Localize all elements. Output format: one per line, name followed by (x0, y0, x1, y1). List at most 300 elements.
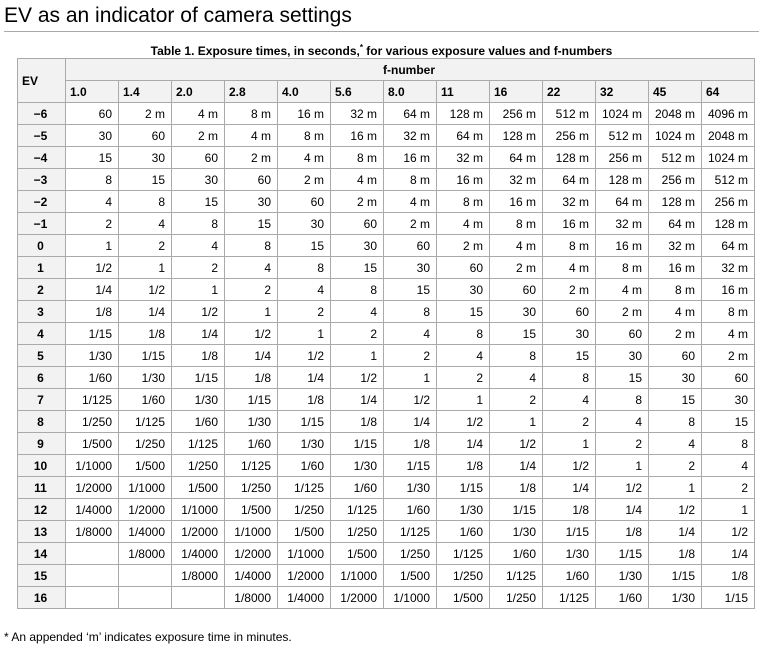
table-cell: 1/125 (384, 521, 437, 543)
table-cell: 60 (172, 147, 225, 169)
table-cell: 15 (66, 147, 119, 169)
table-cell: 256 m (649, 169, 702, 191)
table-cell: 8 (649, 411, 702, 433)
table-cell: 32 m (596, 213, 649, 235)
table-cell: 2 m (596, 301, 649, 323)
table-cell: 1 (172, 279, 225, 301)
table-cell: 4 m (172, 103, 225, 125)
table-cell: 15 (119, 169, 172, 191)
table-cell: 8 (278, 257, 331, 279)
ev-row-header: 6 (18, 367, 66, 389)
table-cell: 1/125 (172, 433, 225, 455)
table-cell: 4 (225, 257, 278, 279)
footnote: * An appended ‘m’ indicates exposure time in minutes. (4, 630, 292, 644)
table-row (18, 213, 755, 235)
table-cell: 30 (437, 279, 490, 301)
fnumber-header: 1.4 (119, 81, 172, 103)
table-cell: 4 (331, 301, 384, 323)
table-cell: 2 m (437, 235, 490, 257)
table-cell: 30 (172, 169, 225, 191)
table-cell: 15 (596, 367, 649, 389)
table-row (18, 499, 755, 521)
exposure-table (17, 58, 755, 609)
table-cell: 1/4000 (278, 587, 331, 609)
table-cell: 15 (437, 301, 490, 323)
table-cell: 1/1000 (384, 587, 437, 609)
table-row (18, 345, 755, 367)
table-cell: 1/500 (331, 543, 384, 565)
table-cell: 2 m (384, 213, 437, 235)
table-cell: 4 (596, 411, 649, 433)
table-cell: 2048 m (702, 125, 755, 147)
table-cell: 64 m (543, 169, 596, 191)
table-cell: 32 m (649, 235, 702, 257)
table-cell: 4 m (278, 147, 331, 169)
table-cell: 1/500 (66, 433, 119, 455)
table-cell (119, 587, 172, 609)
ev-row-header: −1 (18, 213, 66, 235)
table-cell: 32 m (490, 169, 543, 191)
table-cell: 1/60 (384, 499, 437, 521)
fnumber-header: 2.8 (225, 81, 278, 103)
table-cell: 1/500 (225, 499, 278, 521)
fnumber-header: 5.6 (331, 81, 384, 103)
table-cell: 1/2 (543, 455, 596, 477)
table-cell: 4 (543, 389, 596, 411)
table-row (18, 257, 755, 279)
table-cell: 1/2000 (66, 477, 119, 499)
fnumber-header: 16 (490, 81, 543, 103)
table-cell: 1/60 (437, 521, 490, 543)
table-body (18, 103, 755, 609)
table-cell: 1 (384, 367, 437, 389)
table-cell: 256 m (702, 191, 755, 213)
table-cell: 8 m (437, 191, 490, 213)
table-cell: 1 (278, 323, 331, 345)
table-cell: 1/1000 (278, 543, 331, 565)
table-cell: 1/8 (649, 543, 702, 565)
table-cell: 1/125 (66, 389, 119, 411)
table-cell: 1/15 (596, 543, 649, 565)
table-cell: 30 (702, 389, 755, 411)
ev-row-header: 10 (18, 455, 66, 477)
table-cell: 4 (702, 455, 755, 477)
table-cell: 1/4000 (119, 521, 172, 543)
fnumber-header: 1.0 (66, 81, 119, 103)
table-cell: 2 (66, 213, 119, 235)
fnumber-header: 64 (702, 81, 755, 103)
table-cell: 8 (437, 323, 490, 345)
table-cell: 16 m (437, 169, 490, 191)
table-cell: 1/2000 (172, 521, 225, 543)
table-cell: 64 m (437, 125, 490, 147)
table-cell: 1/500 (172, 477, 225, 499)
table-cell: 1/4 (437, 433, 490, 455)
table-cell: 2 (490, 389, 543, 411)
table-cell: 16 m (702, 279, 755, 301)
table-cell: 60 (119, 125, 172, 147)
table-cell: 1/4 (172, 323, 225, 345)
table-cell: 4 (119, 213, 172, 235)
table-cell: 60 (702, 367, 755, 389)
table-cell: 2 m (225, 147, 278, 169)
table-header-row-group (18, 59, 755, 81)
table-cell: 8 m (225, 103, 278, 125)
table-cell: 1/125 (437, 543, 490, 565)
table-cell: 60 (331, 213, 384, 235)
table-row (18, 389, 755, 411)
table-cell: 1/250 (172, 455, 225, 477)
table-cell: 1/2 (437, 411, 490, 433)
table-cell: 8 (543, 367, 596, 389)
table-row (18, 543, 755, 565)
table-cell: 4096 m (702, 103, 755, 125)
table-cell: 128 m (437, 103, 490, 125)
table-cell: 1/8 (596, 521, 649, 543)
table-row (18, 191, 755, 213)
table-cell: 1/15 (66, 323, 119, 345)
table-cell: 2 m (278, 169, 331, 191)
table-row (18, 125, 755, 147)
table-cell: 1024 m (649, 125, 702, 147)
table-cell: 2 (278, 301, 331, 323)
table-row (18, 411, 755, 433)
table-cell: 128 m (596, 169, 649, 191)
table-cell: 15 (172, 191, 225, 213)
table-cell: 4 m (225, 125, 278, 147)
table-cell: 8 (66, 169, 119, 191)
table-cell: 2 (384, 345, 437, 367)
table-cell: 1/125 (225, 455, 278, 477)
table-cell: 1/8 (437, 455, 490, 477)
table-cell: 8 m (702, 301, 755, 323)
table-cell: 1/125 (490, 565, 543, 587)
table-cell: 15 (331, 257, 384, 279)
table-cell: 128 m (702, 213, 755, 235)
fnumber-header: 11 (437, 81, 490, 103)
fnumber-header: 22 (543, 81, 596, 103)
table-cell (66, 543, 119, 565)
ev-row-header: 9 (18, 433, 66, 455)
table-cell: 1/1000 (172, 499, 225, 521)
table-cell: 2 m (119, 103, 172, 125)
table-cell: 1/2 (596, 477, 649, 499)
table-cell: 1/500 (278, 521, 331, 543)
ev-row-header: 0 (18, 235, 66, 257)
table-cell: 4 (649, 433, 702, 455)
table-cell: 4 (278, 279, 331, 301)
table-cell: 1 (596, 455, 649, 477)
caption-suffix: for various exposure values and f-numbers (362, 44, 613, 58)
ev-row-header: −3 (18, 169, 66, 191)
table-cell: 1/2 (490, 433, 543, 455)
table-cell: 512 m (596, 125, 649, 147)
fnumber-header: 45 (649, 81, 702, 103)
table-cell: 4 m (596, 279, 649, 301)
table-cell: 4 (384, 323, 437, 345)
table-cell: 2 (119, 235, 172, 257)
table-cell: 1/4000 (66, 499, 119, 521)
table-cell: 1/2 (649, 499, 702, 521)
table-cell: 1/4 (649, 521, 702, 543)
table-cell: 1/60 (278, 455, 331, 477)
table-cell: 60 (437, 257, 490, 279)
ev-row-header: 1 (18, 257, 66, 279)
table-cell: 1024 m (596, 103, 649, 125)
table-cell: 32 m (702, 257, 755, 279)
table-cell: 64 m (702, 235, 755, 257)
table-cell: 2 (225, 279, 278, 301)
table-cell: 1/2000 (119, 499, 172, 521)
table-cell: 30 (384, 257, 437, 279)
table-cell: 8 (596, 389, 649, 411)
ev-row-header: 2 (18, 279, 66, 301)
table-cell: 1/8 (172, 345, 225, 367)
table-cell: 1/15 (172, 367, 225, 389)
table-cell: 2 m (649, 323, 702, 345)
table-cell: 1/500 (384, 565, 437, 587)
table-cell: 1/1000 (66, 455, 119, 477)
table-cell: 1/30 (331, 455, 384, 477)
table-cell: 1 (543, 433, 596, 455)
table-cell: 1/15 (331, 433, 384, 455)
table-cell (66, 565, 119, 587)
table-row (18, 279, 755, 301)
table-cell: 1/60 (66, 367, 119, 389)
table-cell: 512 m (702, 169, 755, 191)
ev-row-header: 5 (18, 345, 66, 367)
table-cell: 256 m (490, 103, 543, 125)
fnumber-header-row (18, 81, 755, 103)
table-cell: 1/8 (225, 367, 278, 389)
table-cell: 8 (702, 433, 755, 455)
table-cell: 8 (384, 301, 437, 323)
table-cell: 8 (172, 213, 225, 235)
table-cell: 1/4 (596, 499, 649, 521)
table-cell: 60 (596, 323, 649, 345)
ev-row-header: −4 (18, 147, 66, 169)
table-cell: 8 m (331, 147, 384, 169)
fnumber-header: 8.0 (384, 81, 437, 103)
table-cell: 2 m (490, 257, 543, 279)
table-cell: 1024 m (702, 147, 755, 169)
table-cell: 1 (437, 389, 490, 411)
table-cell: 4 m (437, 213, 490, 235)
table-cell: 128 m (490, 125, 543, 147)
table-row (18, 455, 755, 477)
table-cell: 4 m (543, 257, 596, 279)
table-cell: 64 m (384, 103, 437, 125)
table-row (18, 103, 755, 125)
table-cell: 64 m (490, 147, 543, 169)
table-cell: 30 (331, 235, 384, 257)
ev-row-header: 3 (18, 301, 66, 323)
table-cell: 4 (66, 191, 119, 213)
table-cell: 16 m (596, 235, 649, 257)
table-cell: 1/15 (490, 499, 543, 521)
table-cell: 1/2 (331, 367, 384, 389)
table-cell: 1/8 (331, 411, 384, 433)
table-cell: 1/30 (384, 477, 437, 499)
ev-row-header: 4 (18, 323, 66, 345)
table-cell: 30 (119, 147, 172, 169)
table-cell: 1/30 (119, 367, 172, 389)
table-cell: 8 m (649, 279, 702, 301)
page-heading: EV as an indicator of camera settings (4, 2, 759, 32)
table-cell: 1/4 (119, 301, 172, 323)
table-cell: 1/125 (331, 499, 384, 521)
table-cell: 8 m (543, 235, 596, 257)
table-cell: 1/8000 (66, 521, 119, 543)
table-row (18, 521, 755, 543)
fnumber-header: 2.0 (172, 81, 225, 103)
table-cell: 60 (384, 235, 437, 257)
table-cell: 1/250 (66, 411, 119, 433)
table-cell: 32 m (437, 147, 490, 169)
table-cell: 2 m (331, 191, 384, 213)
table-cell: 1/30 (225, 411, 278, 433)
ev-row-header: 8 (18, 411, 66, 433)
table-cell: 1/4 (278, 367, 331, 389)
table-cell: 1/60 (490, 543, 543, 565)
table-cell: 15 (225, 213, 278, 235)
table-cell: 16 m (649, 257, 702, 279)
table-caption (0, 41, 763, 58)
ev-row-header: −6 (18, 103, 66, 125)
table-cell: 8 (119, 191, 172, 213)
table-cell: 256 m (543, 125, 596, 147)
table-cell: 1/8 (543, 499, 596, 521)
table-cell: 2 (649, 455, 702, 477)
table-cell: 1/15 (437, 477, 490, 499)
ev-row-header: −2 (18, 191, 66, 213)
table-cell: 1/2 (172, 301, 225, 323)
ev-row-header: 12 (18, 499, 66, 521)
table-cell: 128 m (543, 147, 596, 169)
table-cell: 15 (490, 323, 543, 345)
table-cell: 2 (437, 367, 490, 389)
table-row (18, 587, 755, 609)
table-cell: 4 m (702, 323, 755, 345)
table-cell: 1/125 (119, 411, 172, 433)
table-cell: 15 (649, 389, 702, 411)
table-cell: 15 (543, 345, 596, 367)
table-cell: 1/2 (66, 257, 119, 279)
table-cell: 1/250 (490, 587, 543, 609)
table-cell: 1/4 (225, 345, 278, 367)
table-cell: 64 m (649, 213, 702, 235)
table-cell: 8 m (384, 169, 437, 191)
table-cell: 1/250 (278, 499, 331, 521)
table-cell: 1 (490, 411, 543, 433)
table-cell: 1/30 (172, 389, 225, 411)
table-cell: 1/250 (437, 565, 490, 587)
table-cell: 1/1000 (331, 565, 384, 587)
table-cell: 1/30 (649, 587, 702, 609)
table-cell: 1/15 (543, 521, 596, 543)
table-cell: 1/60 (172, 411, 225, 433)
table-cell: 1/500 (119, 455, 172, 477)
caption-footnote-marker: * (359, 43, 363, 52)
table-cell: 1/4 (543, 477, 596, 499)
table-cell: 1/30 (490, 521, 543, 543)
table-cell: 1/60 (331, 477, 384, 499)
table-cell: 30 (490, 301, 543, 323)
table-cell: 1/4 (66, 279, 119, 301)
table-cell: 1/15 (649, 565, 702, 587)
table-cell: 4 (490, 367, 543, 389)
table-row (18, 235, 755, 257)
table-cell: 16 m (331, 125, 384, 147)
table-cell: 32 m (331, 103, 384, 125)
table-cell: 1/4 (702, 543, 755, 565)
table-row (18, 323, 755, 345)
table-row (18, 477, 755, 499)
table-cell (172, 587, 225, 609)
table-cell: 1 (66, 235, 119, 257)
table-cell: 1/15 (119, 345, 172, 367)
table-cell: 1/15 (278, 411, 331, 433)
table-cell: 1/500 (437, 587, 490, 609)
table-row (18, 367, 755, 389)
table-cell: 1 (702, 499, 755, 521)
fnumber-group-header: f-number (66, 59, 755, 81)
table-cell: 64 m (596, 191, 649, 213)
table-cell: 4 m (384, 191, 437, 213)
table-cell: 8 (490, 345, 543, 367)
table-cell: 2 m (543, 279, 596, 301)
table-cell: 1/8 (66, 301, 119, 323)
table-cell: 15 (278, 235, 331, 257)
table-cell: 60 (649, 345, 702, 367)
table-cell: 30 (66, 125, 119, 147)
table-cell: 1/250 (225, 477, 278, 499)
ev-row-header: 14 (18, 543, 66, 565)
table-cell: 4 (172, 235, 225, 257)
table-cell: 30 (596, 345, 649, 367)
table-cell: 1/2 (384, 389, 437, 411)
table-cell: 1/4000 (172, 543, 225, 565)
table-row (18, 169, 755, 191)
table-cell: 8 m (596, 257, 649, 279)
table-cell: 30 (543, 323, 596, 345)
table-cell: 60 (543, 301, 596, 323)
table-row (18, 301, 755, 323)
table-cell: 32 m (543, 191, 596, 213)
table-cell: 1/2 (702, 521, 755, 543)
table-cell: 60 (225, 169, 278, 191)
table-cell: 1/60 (119, 389, 172, 411)
table-cell: 1/30 (543, 543, 596, 565)
table-row (18, 147, 755, 169)
table-cell: 2 m (172, 125, 225, 147)
table-cell: 1 (119, 257, 172, 279)
table-cell: 8 (331, 279, 384, 301)
table-cell: 1/4 (331, 389, 384, 411)
table-cell: 16 m (278, 103, 331, 125)
table-cell: 4 m (490, 235, 543, 257)
table-cell: 1 (331, 345, 384, 367)
ev-row-header: 16 (18, 587, 66, 609)
table-cell: 1/250 (119, 433, 172, 455)
table-cell: 4 m (331, 169, 384, 191)
table-cell: 1/15 (225, 389, 278, 411)
table-cell: 8 m (490, 213, 543, 235)
caption-prefix: Table 1. Exposure times, in seconds, (150, 44, 360, 58)
table-cell: 60 (278, 191, 331, 213)
ev-column-header: EV (18, 59, 66, 103)
table-cell: 1/2 (119, 279, 172, 301)
